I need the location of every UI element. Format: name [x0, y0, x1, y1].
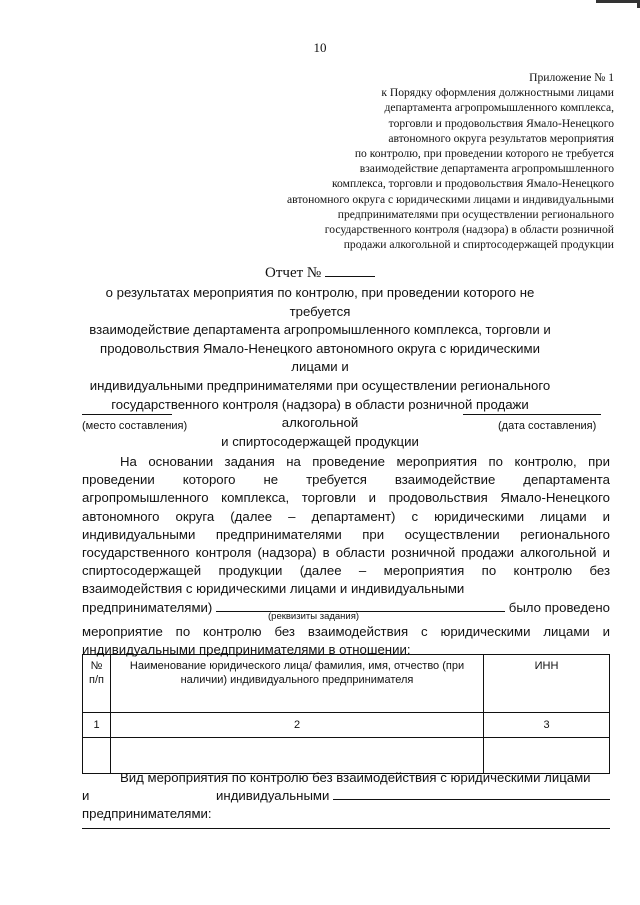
paragraph-basis-last-start: предпринимателями): [82, 599, 213, 615]
paragraph-basis: [82, 453, 610, 617]
paragraph-type: [82, 769, 610, 824]
report-subtitle-line: продовольствия Ямало-Ненецкого автономного округа с юридическими лицами и: [100, 340, 540, 375]
scan-corner-mark: [596, 0, 640, 8]
date-blank-line[interactable]: [463, 414, 601, 415]
appendix-line: автономного округа с юридическими лицами и индивидуальными: [287, 192, 614, 206]
appendix-line: государственного контроля (надзора) в области розничной: [324, 223, 614, 237]
numbering-inn: 3: [484, 713, 610, 738]
paragraph-type-line2-text: и индивидуальными предпринимателями:: [82, 788, 330, 822]
requisites-label: (реквизиты задания): [268, 611, 360, 622]
numbering-num: 1: [83, 713, 111, 738]
entities-table: [82, 654, 610, 774]
paragraph-basis-last-end: было проведено: [508, 599, 610, 615]
report-subtitle-line: государственного контроля (надзора) в области розничной продажи алкогольной: [111, 396, 529, 431]
paragraph-type-line2: [82, 787, 610, 823]
date-label: (дата составления): [498, 420, 597, 432]
header-inn: ИНН: [484, 655, 610, 713]
report-subtitle-line: о результатах мероприятия по контролю, при проведении которого не требуется: [105, 285, 535, 319]
appendix-line: торговли и продовольствия Ямало-Ненецкого: [388, 116, 614, 130]
place-label: (место составления): [82, 420, 188, 432]
appendix-line: Приложение № 1: [529, 71, 614, 84]
report-title-text: Отчет №: [265, 265, 322, 281]
report-title: [0, 265, 640, 282]
report-number-blank[interactable]: [325, 267, 375, 277]
appendix-line: продажи алкогольной и спиртосодержащей продукции: [343, 238, 614, 252]
paragraph-basis-text: На основании задания на проведение мероприятия по контролю, при проведении которого не требуется взаимодействие департамента агропромышленного комплекса, торговли и продовольствия Ямало-Ненецкого автономного округа (далее – департамент) с юридическими лицами и индивидуальными предпринимателями при осуществлении регионального государственного контроля (надзора) в области розничной продажи алкогольной и спиртосодержащей продукции (далее – мероприятия по контролю без взаимодействия с юридическими лицами и индивидуальными: [82, 454, 610, 597]
requisites-blank-line[interactable]: [216, 600, 505, 612]
paragraph-subject: мероприятие по контролю без взаимодействия с юридическими лицами и индивидуальными предпринимателями в отношении:: [82, 624, 610, 658]
appendix-line: к Порядку оформления должностными лицами: [381, 86, 614, 100]
numbering-name: 2: [111, 713, 484, 738]
appendix-line: предпринимателями при осуществлении регионального: [337, 207, 614, 221]
report-subtitle-line: индивидуальными предпринимателями при осуществлении регионального: [89, 377, 551, 393]
appendix-header: [214, 70, 614, 252]
continuation-blank-line[interactable]: [82, 828, 610, 829]
place-blank-line[interactable]: [82, 414, 172, 415]
paragraph-type-line1-text: Вид мероприятия по контролю без взаимодействия с юридическими лицами: [120, 770, 591, 785]
appendix-line: автономного округа результатов мероприятия: [388, 131, 614, 145]
type-blank-line[interactable]: [333, 788, 610, 800]
header-name: Наименование юридического лица/ фамилия, имя, отчество (при наличии) индивидуального предпринимателя: [111, 655, 484, 713]
report-subtitle-line: и спиртосодержащей продукции: [221, 433, 419, 449]
report-subtitle-line: взаимодействие департамента агропромышленного комплекса, торговли и: [89, 322, 551, 338]
appendix-line: департамента агропромышленного комплекса,: [384, 101, 614, 115]
header-num: № п/п: [83, 655, 111, 713]
appendix-line: взаимодействие департамента агропромышленного: [359, 162, 614, 176]
paragraph-type-line1: [82, 769, 610, 787]
page-number: 10: [313, 40, 327, 55]
table-header-row: [83, 655, 610, 713]
appendix-line: комплекса, торговли и продовольствия Ямало-Ненецкого: [331, 177, 614, 191]
table-numbering-row: [83, 713, 610, 738]
appendix-line: по контролю, при проведении которого не требуется: [354, 147, 614, 161]
